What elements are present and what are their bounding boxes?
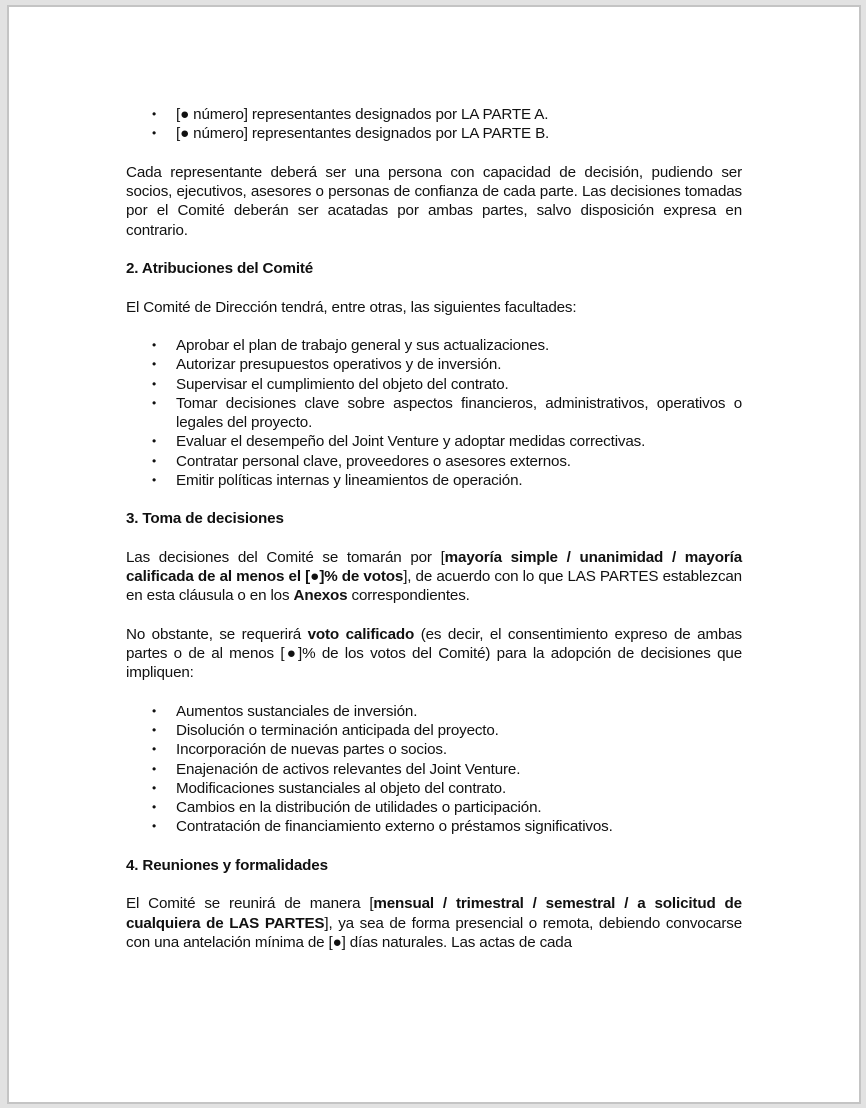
section-3-heading: 3. Toma de decisiones [126,510,284,528]
list-item: • [● número] representantes designados por LA PARTE B. [152,125,550,143]
committee-powers-list [126,336,742,490]
section-2-intro: El Comité de Dirección tendrá, entre otras, las siguientes facultades: [126,298,577,316]
bullet-icon: • [152,126,157,141]
bullet-icon: • [152,338,157,352]
bullet-icon: • [152,742,157,757]
representatives-list [126,105,742,144]
list-item: • Disolución o terminación anticipada del proyecto. [152,722,499,739]
section-4-heading: 4. Reuniones y formalidades [126,856,328,874]
list-item: • Enajenación de activos relevantes del Joint Venture. [152,760,521,778]
qualified-vote-list [126,702,742,837]
page-content [126,105,742,971]
bullet-icon: • [152,434,157,449]
representatives-paragraph: Cada representante deberá ser una persona con capacidad de decisión, pudiendo ser socios, ejecutivos, asesores o personas de confianza de cada parte. Las decisiones tomadas por el Comité deberán ser acatadas por ambas partes, salvo disposición expresa en contrario. [126,163,742,239]
bullet-icon: • [152,800,157,814]
list-item: • Aumentos sustanciales de inversión. [152,702,418,720]
list-item: • Tomar decisiones clave sobre aspectos financieros, administrativos, operativos o legales del proyecto. [152,394,742,431]
bullet-icon: • [152,761,157,776]
document-page [7,5,861,1104]
bullet-icon: • [152,472,157,487]
list-item: • Contratar personal clave, proveedores o asesores externos. [152,452,571,470]
bullet-icon: • [152,819,157,834]
bullet-icon: • [152,453,157,468]
bullet-icon: • [152,376,157,391]
list-item: • Aprobar el plan de trabajo general y sus actualizaciones. [152,337,550,354]
list-item: • Contratación de financiamiento externo o préstamos significativos. [152,818,613,836]
list-item: • Autorizar presupuestos operativos y de inversión. [152,356,502,374]
section-2-heading: 2. Atribuciones del Comité [126,260,314,277]
list-item: • Evaluar el desempeño del Joint Venture y adoptar medidas correctivas. [152,433,646,451]
bullet-icon: • [152,723,157,737]
bullet-icon: • [152,395,157,410]
list-item: • Supervisar el cumplimiento del objeto del contrato. [152,375,509,393]
bullet-icon: • [152,703,157,718]
meetings-paragraph: El Comité se reunirá de manera [mensual / trimestral / semestral / a solicitud de cualquiera de LAS PARTES], ya sea de forma presencial o remota, debiendo convocarse con una antelación mínima de [●] días naturales. Las actas de cada [126,895,742,951]
list-item: • [● número] representantes designados por LA PARTE A. [152,106,549,123]
list-item: • Incorporación de nuevas partes o socios. [152,741,447,759]
bullet-icon: • [152,780,157,795]
list-item: • Modificaciones sustanciales al objeto del contrato. [152,779,507,797]
decision-rule-paragraph: Las decisiones del Comité se tomarán por [mayoría simple / unanimidad / mayoría calificada de al menos el [●]% de votos], de acuerdo con lo que LAS PARTES establezcan en esta cláusula o en los Anexos correspondientes. [126,548,742,605]
bullet-icon: • [152,357,157,372]
list-item: • Emitir políticas internas y lineamientos de operación. [152,471,523,489]
qualified-vote-paragraph: No obstante, se requerirá voto calificado (es decir, el consentimiento expreso de ambas partes o de al menos [●]% de los votos del Comité) para la adopción de decisiones que impliquen: [126,625,742,682]
bullet-icon: • [152,107,157,121]
list-item: • Cambios en la distribución de utilidades o participación. [152,799,542,816]
